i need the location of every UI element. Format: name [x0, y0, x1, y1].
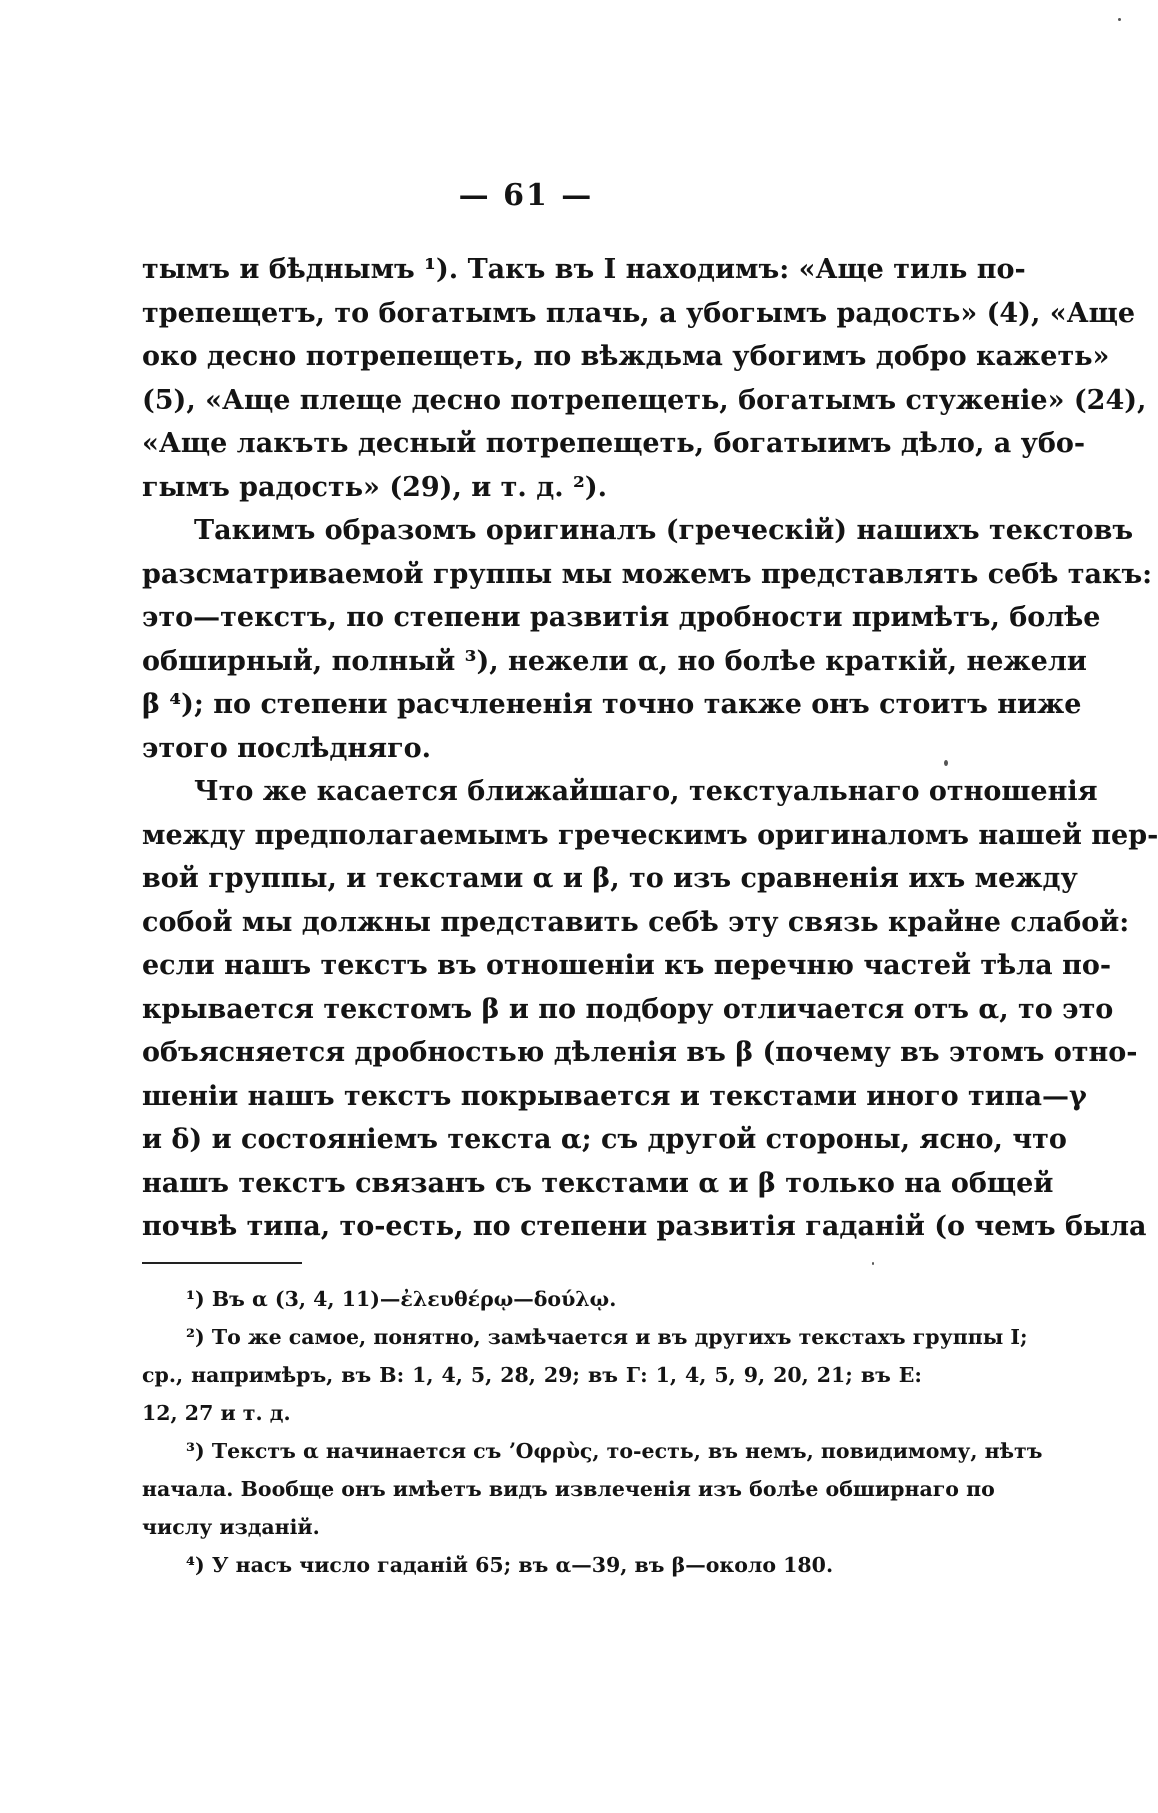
text-line: разсматриваемой группы мы можемъ представлять себѣ такъ: — [142, 558, 1153, 590]
text-line: это—текстъ, по степени развитія дробности примѣтъ, болѣе — [142, 602, 1101, 633]
text-line: око десно потрепещеть, по вѣждьма убогимъ добро кажеть» — [142, 341, 1110, 372]
footnote-line: ²) То же самое, понятно, замѣчается и въ другихъ текстахъ группы I; — [186, 1325, 1028, 1349]
scan-speck — [1118, 18, 1121, 21]
footnote-line: 12, 27 и т. д. — [142, 1401, 291, 1425]
scan-speck — [944, 760, 948, 766]
text-line: Что же касается ближайшаго, текстуальнаго отношенія — [194, 776, 1098, 807]
scan-speck — [872, 1262, 874, 1265]
footnotes — [142, 1280, 1043, 1584]
text-line: «Аще лакъть десный потрепещеть, богатыимъ дѣло, а убо- — [142, 428, 1086, 459]
text-line: β ⁴); по степени расчлененія точно также онъ стоитъ ниже — [142, 689, 1082, 720]
footnote-line: начала. Вообще онъ имѣетъ видъ извлеченія изъ болѣе обширнаго по — [142, 1477, 995, 1501]
text-line: если нашъ текстъ въ отношеніи къ перечню частей тѣла по- — [142, 950, 1112, 981]
text-line: нашъ текстъ связанъ съ текстами α и β только на общей — [142, 1167, 1054, 1199]
main-text — [142, 248, 1158, 1249]
footnote-line: числу изданій. — [142, 1515, 320, 1539]
text-line: (5), «Аще плеще десно потрепещеть, богатымъ стуженіе» (24), — [142, 384, 1147, 416]
text-line: между предполагаемымъ греческимъ оригиналомъ нашей пер- — [142, 819, 1158, 851]
text-line: гымъ радость» (29), и т. д. ²). — [142, 471, 607, 503]
text-line: собой мы должны представить себѣ эту связь крайне слабой: — [142, 906, 1130, 938]
text-line: тымъ и бѣднымъ ¹). Такъ въ I находимъ: «Аще тиль по- — [142, 254, 1026, 285]
page-number: — 61 — — [458, 178, 594, 213]
text-line: почвѣ типа, то-есть, по степени развитія гаданій (о чемъ была — [142, 1211, 1147, 1242]
text-line: обширный, полный ³), нежели α, но болѣе краткій, нежели — [142, 645, 1087, 677]
text-line: Такимъ образомъ оригиналъ (греческій) нашихъ текстовъ — [194, 515, 1134, 546]
text-line: объясняется дробностью дѣленія въ β (почему въ этомъ отно- — [142, 1037, 1138, 1068]
text-line: вой группы, и текстами α и β, то изъ сравненія ихъ между — [142, 863, 1078, 894]
text-line: шеніи нашъ текстъ покрывается и текстами иного типа—γ — [142, 1080, 1087, 1112]
text-line: трепещетъ, то богатымъ плачь, а убогымъ радость» (4), «Аще — [142, 297, 1136, 329]
footnote-line: ³) Текстъ α начинается съ ʼΟφρὺς, то-есть, въ немъ, повидимому, нѣтъ — [186, 1439, 1043, 1463]
footnote-line: ¹) Въ α (3, 4, 11)—ἐλευθέρῳ—δούλῳ. — [186, 1287, 617, 1311]
text-line: крывается текстомъ β и по подбору отличается отъ α, то это — [142, 993, 1114, 1025]
footnote-line: ⁴) У насъ число гаданій 65; въ α—39, въ β—около 180. — [186, 1553, 834, 1577]
text-line: и δ) и состояніемъ текста α; съ другой стороны, ясно, что — [142, 1124, 1067, 1155]
text-line: этого послѣдняго. — [142, 732, 432, 764]
footnote-line: ср., напримѣръ, въ В: 1, 4, 5, 28, 29; въ Г: 1, 4, 5, 9, 20, 21; въ Е: — [142, 1363, 922, 1387]
footnote-divider — [142, 1262, 302, 1264]
